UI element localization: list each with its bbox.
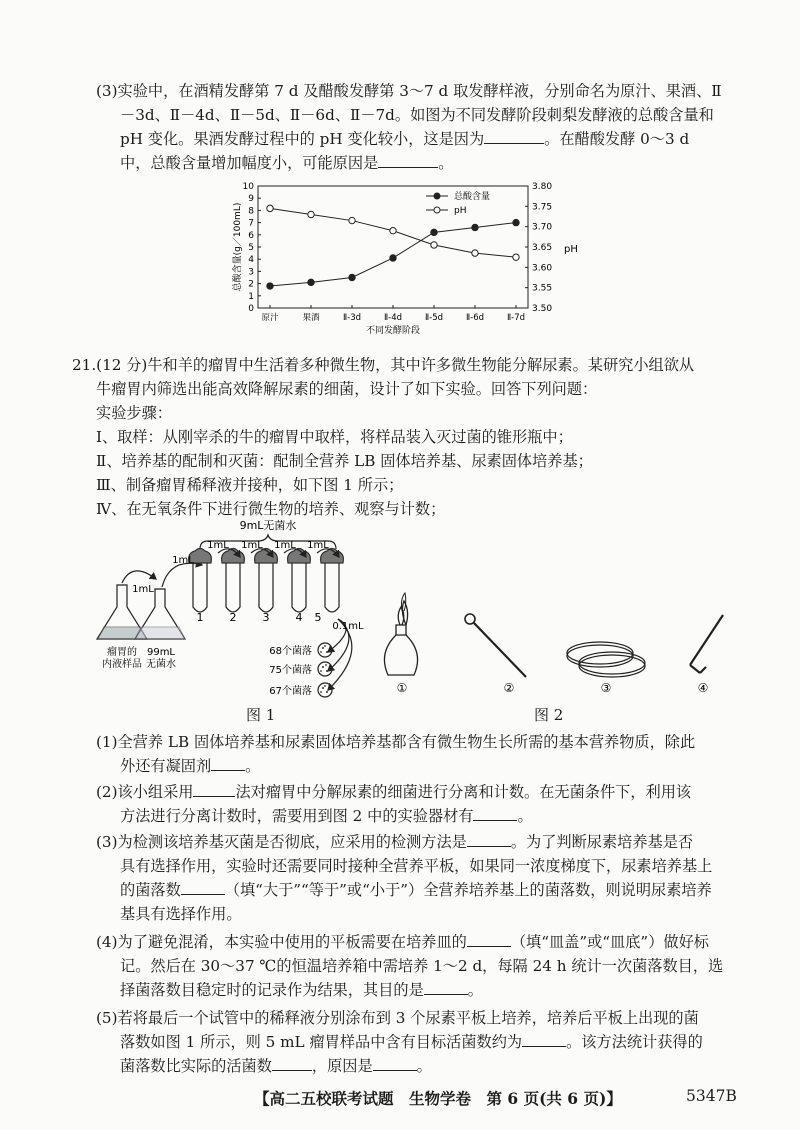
a5-line3: [120, 1056, 432, 1076]
a3-line1: [96, 832, 693, 852]
answer-blank[interactable]: [522, 1032, 566, 1047]
petri-dish-icon: [567, 642, 645, 677]
a2-line2-text: 方法进行分离计数时，需要用到图 2 中的实验器材有: [120, 807, 474, 825]
ml-label: 1mL: [241, 540, 263, 551]
q20-3-line2: －3d、Ⅱ－4d、Ⅱ－5d、Ⅱ－6d、Ⅱ－7d。如图为不同发酵阶段刺梨发酵液的总酸含量和: [120, 106, 714, 124]
step-4: Ⅳ、在无氧条件下进行微生物的培养、观察与计数；: [96, 500, 446, 518]
y2-tick-label: 3.60: [532, 263, 553, 274]
a3-line3-tail: （填“大于”“等于”或“小于”）全营养培养基上的菌落数，则说明尿素培养: [224, 881, 712, 899]
a2-line1: [96, 782, 691, 802]
tube-number: 5: [314, 611, 322, 624]
ml-label: 1mL: [274, 540, 296, 551]
y2-tick-label: 3.55: [532, 283, 553, 294]
q20-3-line3: [120, 129, 689, 149]
answer-blank[interactable]: [272, 1056, 312, 1071]
inoculating-loop-icon: [465, 614, 526, 677]
q20-3-line4-tail: 。: [438, 154, 454, 172]
a1-line2: [120, 756, 260, 776]
ml-label: 1mL: [207, 540, 229, 551]
q20-3-line3-tail: 。在醋酸发酵 0～3 d: [544, 130, 690, 148]
step-1: Ⅰ、取样：从刚宰杀的牛的瘤胃中取样，将样品装入灭过菌的锥形瓶中；: [96, 428, 573, 446]
answer-blank[interactable]: [373, 1056, 417, 1071]
data-point: [308, 211, 314, 217]
a4-line3: [120, 980, 483, 1000]
legend-label: 总酸含量: [454, 192, 491, 202]
legend-marker: [434, 193, 440, 199]
tube-number: 2: [229, 611, 237, 624]
y-tick-label: 6: [248, 230, 254, 241]
flask2-label-1: 99mL: [146, 647, 176, 658]
data-point: [267, 205, 273, 211]
flask1-label-1: 瘤胃的: [107, 647, 137, 658]
a4-line1-tail: （填“皿盖”或“皿底”）做好标: [510, 933, 709, 951]
a5-line3-text: 菌落数比实际的活菌数: [120, 1057, 272, 1075]
a1-line2-text: 外还有凝固剂: [120, 757, 212, 775]
test-tube: [193, 563, 207, 612]
q21-header: [72, 355, 694, 375]
a2-line1-text: (2)该小组采用: [96, 783, 194, 801]
y-tick-label: 8: [248, 206, 254, 217]
y-tick-label: 0: [248, 304, 254, 314]
figure-2-caption: 图 2: [534, 706, 564, 724]
y-tick-label: 7: [248, 218, 254, 229]
y-tick-label: 10: [242, 182, 254, 192]
answer-blank[interactable]: [424, 980, 468, 995]
ml-label: 1mL: [307, 540, 329, 551]
a1-line1: (1)全营养 LB 固体培养基和尿素固体培养基都含有微生物生长所需的基本营养物质，除此: [96, 733, 696, 751]
y-tick-label: 3: [248, 267, 254, 278]
y2-axis-label: pH: [564, 244, 578, 255]
data-point: [472, 224, 478, 230]
q20-3-line4: [120, 153, 453, 173]
x-tick-label: Ⅱ-4d: [383, 313, 403, 323]
spreader-icon: [690, 615, 723, 673]
a4-line1: [96, 932, 709, 952]
x-tick-label: 果酒: [302, 313, 320, 323]
data-point: [431, 229, 437, 235]
plot-frame: [258, 186, 528, 308]
a2-line1-tail: 法对瘤胃中分解尿素的细菌进行分离和计数。在无菌条件下，利用该: [235, 783, 692, 801]
answer-blank[interactable]: [181, 880, 225, 895]
data-point: [349, 274, 355, 280]
answer-blank[interactable]: [193, 782, 235, 797]
a4-line2: 记。然后在 30～37 ℃的恒温培养箱中需培养 1～2 d，每隔 24 h 统计一次菌落数目，选: [120, 957, 724, 975]
y-tick-label: 1: [248, 291, 254, 302]
acid-ph-chart: [228, 178, 588, 348]
x-tick-label: Ⅱ-3d: [342, 313, 362, 323]
q21-stem-1: (12 分)牛和羊的瘤胃中生活着多种微生物，其中许多微生物能分解尿素。某研究小组欲从: [96, 356, 695, 374]
a5-line3-mid: ，原因是: [311, 1057, 373, 1075]
a5-line2: [120, 1032, 703, 1052]
steps-title: 实验步骤：: [96, 404, 172, 422]
answer-blank[interactable]: [467, 832, 511, 847]
colony-count: 75个菌落: [269, 665, 312, 676]
x-tick-label: Ⅱ-6d: [465, 313, 485, 323]
y2-tick-label: 3.65: [532, 243, 553, 253]
alcohol-lamp-icon: [384, 593, 417, 675]
q20-3-line4-text: 中，总酸含量增加幅度小，可能原因是: [120, 154, 379, 172]
a5-line3-tail: 。: [416, 1057, 432, 1075]
a3-line2: 具有选择作用，实验时还需要同时接种全营养平板，如果同一浓度梯度下，尿素培养基上: [120, 857, 713, 875]
a3-line3-text: 的菌落数: [120, 881, 181, 899]
q21-number: 21.: [72, 356, 97, 374]
data-point: [267, 283, 273, 289]
answer-blank[interactable]: [211, 756, 245, 771]
fig2-label: ①: [396, 681, 408, 695]
y-tick-label: 5: [248, 243, 254, 253]
a4-line3-text: 择菌落数目稳定时的记录作为结果，其目的是: [120, 981, 424, 999]
y2-tick-label: 3.80: [532, 182, 553, 192]
y-tick-label: 4: [248, 255, 254, 266]
figure-1-2: [0, 515, 800, 725]
y-tick-label: 9: [248, 194, 254, 205]
figure-1-caption: 图 1: [246, 706, 276, 724]
colony-count: 68个菌落: [269, 646, 312, 657]
fig2-label: ④: [697, 681, 709, 695]
tube-number: 4: [295, 611, 303, 624]
colony-count: 67个菌落: [269, 686, 312, 697]
a5-line2-text: 落数如图 1 所示，则 5 mL 瘤胃样品中含有目标活菌数约为: [120, 1033, 523, 1051]
x-tick-label: 原汁: [261, 313, 279, 323]
ml-label: 1mL: [172, 555, 194, 566]
footer-title: 【高二五校联考试题 生物学卷 第 6 页(共 6 页)】: [254, 1089, 622, 1108]
y2-tick-label: 3.75: [532, 202, 553, 213]
tube-number: 3: [262, 611, 270, 624]
step-2: Ⅱ、培养基的配制和灭菌：配制全营养 LB 固体培养基、尿素固体培养基；: [96, 452, 593, 470]
q20-3-line3-text: pH 变化。果酒发酵过程中的 pH 变化较小，这是因为: [120, 130, 485, 148]
x-axis-label: 不同发酵阶段: [365, 326, 421, 336]
a3-line1-text: (3)为检测该培养基灭菌是否彻底，应采用的检测方法是: [96, 833, 467, 851]
data-point: [513, 219, 519, 225]
flask1-label-2: 内液样品: [102, 659, 142, 670]
water-9ml-label: 9mL无菌水: [239, 519, 297, 532]
test-tube: [325, 563, 339, 612]
x-tick-label: Ⅱ-7d: [506, 313, 526, 323]
data-point: [390, 228, 396, 234]
data-point: [349, 217, 355, 223]
a3-line3: [120, 880, 712, 900]
y-axis-label: 总酸含量(g／100mL): [233, 202, 243, 292]
a5-line1: (5)若将最后一个试管中的稀释液分别涂布到 3 个尿素平板上培养，培养后平板上出现的菌: [96, 1009, 699, 1027]
y2-tick-label: 3.70: [532, 222, 553, 233]
fig2-label: ②: [503, 681, 515, 695]
q21-stem-2: 牛瘤胃内筛选出能高效降解尿素的细菌，设计了如下实验。回答下列问题：: [96, 380, 598, 398]
ml-0-1-label: 0.1mL: [332, 621, 364, 632]
a2-line2: [120, 806, 533, 826]
data-point: [513, 254, 519, 260]
flask2-label-2: 无菌水: [146, 659, 176, 670]
a4-line1-text: (4)为了避免混淆，本实验中使用的平板需要在培养皿的: [96, 933, 467, 951]
answer-blank[interactable]: [473, 806, 517, 821]
a5-line2-tail: 。该方法统计获得的: [566, 1033, 703, 1051]
data-point: [431, 242, 437, 248]
legend-marker: [434, 207, 440, 213]
q20-3-line1: (3)实验中，在酒精发酵第 7 d 及醋酸发酵第 3～7 d 取发酵样液，分别命名为原汁、果酒、Ⅱ: [96, 82, 722, 100]
fig2-label: ③: [600, 681, 612, 695]
y-tick-label: 2: [248, 279, 254, 290]
test-tube: [259, 563, 273, 612]
data-point: [390, 255, 396, 261]
test-tube: [226, 563, 240, 612]
test-tube: [292, 563, 306, 612]
legend-label: pH: [454, 206, 467, 216]
x-tick-label: Ⅱ-5d: [424, 313, 444, 323]
a3-line4: 基具有选择作用。: [120, 905, 242, 923]
a3-line1-tail: 。为了判断尿素培养基是否: [510, 833, 694, 851]
y2-tick-label: 3.50: [532, 304, 553, 314]
tube-number: 1: [196, 611, 204, 624]
answer-blank[interactable]: [467, 932, 511, 947]
data-point: [472, 250, 478, 256]
answer-blank[interactable]: [378, 153, 438, 168]
a4-line3-tail: 。: [467, 981, 483, 999]
a1-line2-tail: 。: [245, 757, 261, 775]
data-point: [308, 279, 314, 285]
step-3: Ⅲ、制备瘤胃稀释液并接种，如下图 1 所示；: [96, 476, 404, 494]
ml-label: 1mL: [132, 584, 154, 595]
answer-blank[interactable]: [484, 129, 544, 144]
a2-line2-tail: 。: [517, 807, 533, 825]
footer-code: 5347B: [686, 1087, 737, 1105]
